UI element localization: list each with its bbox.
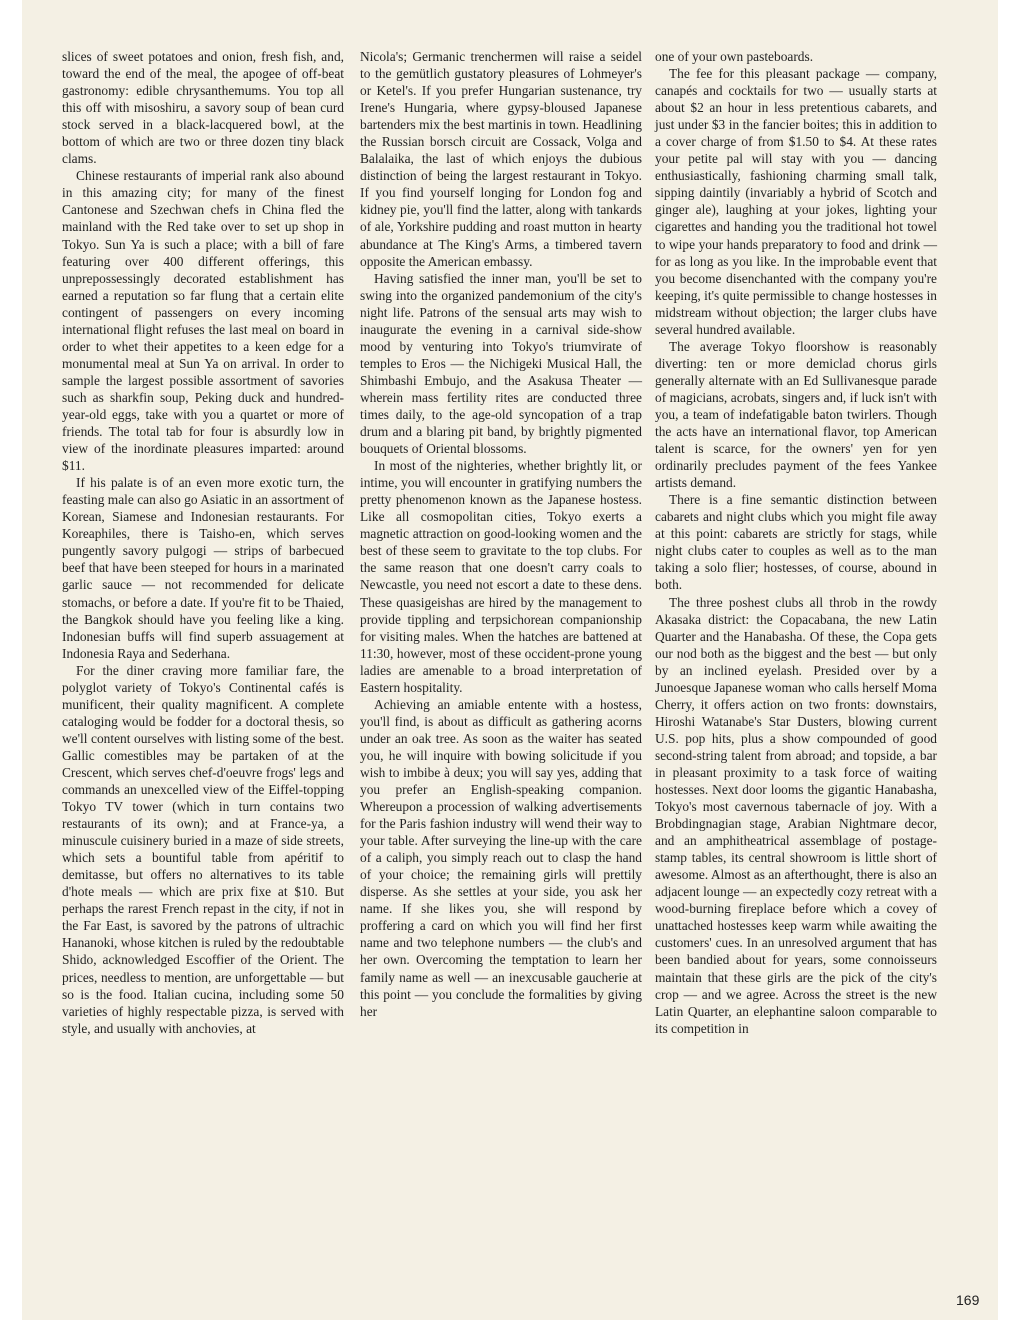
paragraph: If his palate is of an even more exotic turn, the feasting male can also go Asiatic in an assortment of Korean, Siamese and Indonesian restaurants. For Koreaphiles, there is Taisho-en, which serves pungently savory pulgogi — strips of barbecued beef that have been steeped for hours in a marinated garlic sauce — not recommended for delicate stomachs, or before a date. If you're fit to be Thaied, the Bangkok should have you feeling like a king. Indonesian buffs will find superb assuagement at Indonesia Raya and Sederhana. xyxy=(62,475,344,661)
paragraph: one of your own pasteboards. xyxy=(655,49,814,64)
magazine-page xyxy=(22,0,998,1320)
paragraph: The three poshest clubs all throb in the rowdy Akasaka district: the Copacabana, the new Latin Quarter and the Hanabasha. Of these, the Copa gets our nod both as the biggest and the best — but only by an inclined eyelash. Presided over by a Junoesque Japanese woman who calls herself Moma Cherry, it offers action on two fronts: downstairs, Hiroshi Watanabe's Star Dusters, blowing current U.S. pop hits, plus a show compounded of good second-string talent from abroad; and topside, a bar in pleasant proximity to a task force of waiting hostesses. Next door looms the gigantic Hanabasha, Tokyo's most cavernous tabernacle of joy. With a Brobdingnagian stage, Arabian Nightmare decor, and an amphitheatrical assemblage of postage-stamp tables, its central showroom is little short of awesome. Almost as an afterthought, there is also an adjacent lounge — an expectedly cozy retreat with a wood-burning fireplace before which a covey of unattached hostesses keep warm while awaiting the customers' cues. In an unresolved argument that has been bandied about for years, some connoisseurs maintain that these girls are the pick of the city's crop — and we agree. Across the street is the new Latin Quarter, an elephantine saloon comparable to its competition in xyxy=(655,594,937,1036)
paragraph: The fee for this pleasant package — company, canapés and cocktails for two — usually starts at about $2 an hour in less pretentious cabarets, and just under $3 in the fancier boites; this in addition to a cover charge of from $1.50 to $4. At these rates your petite pal will stay with you — dancing enthusiastically, fashioning charming small talk, sipping daintily (invariably a hybrid of Scotch and ginger ale), laughing at your jokes, lighting your cigarettes and handing you the traditional hot towel to wipe your hands preparatory to food and drink — for as long as you like. In the improbable event that you become disenchanted with the company you're keeping, it's quite permissible to change hostesses in midstream without objection; the larger clubs have several hundred available. xyxy=(655,66,937,337)
paragraph: In most of the nighteries, whether brightly lit, or intime, you will encounter in gratifying numbers the pretty phenomenon known as the Japanese hostess. Like all cosmopolitan cities, Tokyo exerts a magnetic attraction on good-looking women and the best of these seem to gravitate to the top clubs. For the same reason that one doesn't carry coals to Newcastle, you need not escort a date to these dens. These quasigeishas are hired by the management to provide tippling and terpsichorean companionship for visiting males. When the hatches are battened at 11:30, however, most of these occident-prone young ladies are amenable to a broad interpretation of Eastern hospitality. xyxy=(360,458,642,695)
paragraph: The average Tokyo floorshow is reasonably diverting: ten or more demiclad chorus girls generally alternate with an Ed Sullivanesque parade of magicians, acrobats, singers and, if luck isn't with you, a team of indefatigable baton twirlers. Though the acts have an international flavor, top American talent is scarce, for the owners' yen for yen ordinarily precludes payment of the fees Yankee artists demand. xyxy=(655,338,937,491)
text-column-1 xyxy=(62,48,344,1037)
text-column-3 xyxy=(655,48,937,1037)
paragraph: Having satisfied the inner man, you'll be set to swing into the organized pandemonium of the city's night life. Patrons of the sensual arts may wish to inaugurate the evening in a carnival side-show mood by venturing into Tokyo's triumvirate of temples to Eros — the Nichigeki Musical Hall, the Shimbashi Embujo, and the Asakusa Theater — wherein mass fertility rites are conducted three times daily, to the age-old syncopation of a trap drum and a blaring pit band, by brightly pigmented bouquets of Oriental blossoms. xyxy=(360,270,642,457)
paragraph: Chinese restaurants of imperial rank also abound in this amazing city; for many of the finest Cantonese and Szechwan chefs in China fled the mainland with the Red take over to set up shop in Tokyo. Sun Ya is such a place; with a bill of fare featuring over 400 different offerings, this unprepossessingly decorated establishment has earned a reputation so far flung that a certain elite contingent of passengers on every incoming international flight refuses the last meal on board in order to whet their appetites to a keen edge for a monumental meal at Sun Ya on arrival. In order to sample the largest possible assortment of savories such as sharkfin soup, Peking duck and hundred-year-old eggs, take with you a quartet or more of friends. The total tab for four is absurdly low in view of the inordinate pleasures imparted: around $11. xyxy=(62,168,344,474)
page-number: 169 xyxy=(956,1292,980,1308)
paragraph: There is a fine semantic distinction between cabarets and night clubs which you might file away at this point: cabarets are strictly for stags, while night clubs cater to couples as well as to the man taking a solo flier; hostesses, of course, abound in both. xyxy=(655,492,937,593)
paragraph: Nicola's; Germanic trenchermen will raise a seidel to the gemütlich gustatory pleasures of Lohmeyer's or Ketel's. If you prefer Hungarian sustenance, try Irene's Hungaria, where gypsy-bloused Japanese bartenders mix the best martinis in town. Headlining the Russian borsch circuit are Cossack, Volga and Balalaika, the last of which enjoys the dubious distinction of being the largest restaurant in Tokyo. If you find yourself longing for London fog and kidney pie, you'll find the latter, along with tankards of ale, Yorkshire pudding and roast mutton in hearty abundance at The King's Arms, a timbered tavern opposite the American embassy. xyxy=(360,49,642,269)
paragraph: For the diner craving more familiar fare, the polyglot variety of Tokyo's Continental cafés is munificent, their quality magnificent. A complete cataloging would be fodder for a doctoral thesis, so we'll content ourselves with listing some of the best. Gallic comestibles may be partaken of at the Crescent, which serves chef-d'oeuvre frogs' legs and commands an unexcelled view of the Eiffel-topping Tokyo TV tower (which in turn contains two restaurants of its own); and at France-ya, a minuscule cuisinery buried in a maze of side streets, which sets a bountiful table from apéritif to demitasse, but offers no alternatives to its table d'hote meals — which are prix fixe at $10. But perhaps the rarest French repast in the city, if not in the Far East, is savored by the patrons of ultrachic Hananoki, whose kitchen is ruled by the redoubtable Shido, acknowledged Escoffier of the Orient. The prices, needless to mention, are unforgettable — but so is the food. Italian cucina, including some 50 varieties of highly respectable pizza, is served with style, and usually with anchovies, at xyxy=(62,662,344,1036)
paragraph: Achieving an amiable entente with a hostess, you'll find, is about as difficult as gathering acorns under an oak tree. As soon as the waiter has seated you, he will inquire with bowing solicitude if you wish to imbibe à deux; you will say yes, adding that you prefer an English-speaking companion. Whereupon a procession of walking advertisements for the Paris fashion industry will wend their way to your table. After surveying the line-up with the care of a caliph, you simply reach out to clasp the hand of your choice; the remaining girls will prettily disperse. As she settles at your side, you ask her name. If she likes you, she will respond by proffering a card on which you will find her first name and two telephone numbers — the club's and her own. Overcoming the temptation to learn her family name as well — an inexcusable gaucherie at this point — you conclude the formalities by giving her xyxy=(360,696,642,1019)
paragraph: slices of sweet potatoes and onion, fresh fish, and, toward the end of the meal, the apogee of off-beat gastronomy: edible chrysanthemums. You top all this off with misoshiru, a savory soup of bean curd stock served in a black-lacquered bowl, at the bottom of which are two or three dozen tiny black clams. xyxy=(62,49,344,167)
text-column-2 xyxy=(360,48,642,1020)
